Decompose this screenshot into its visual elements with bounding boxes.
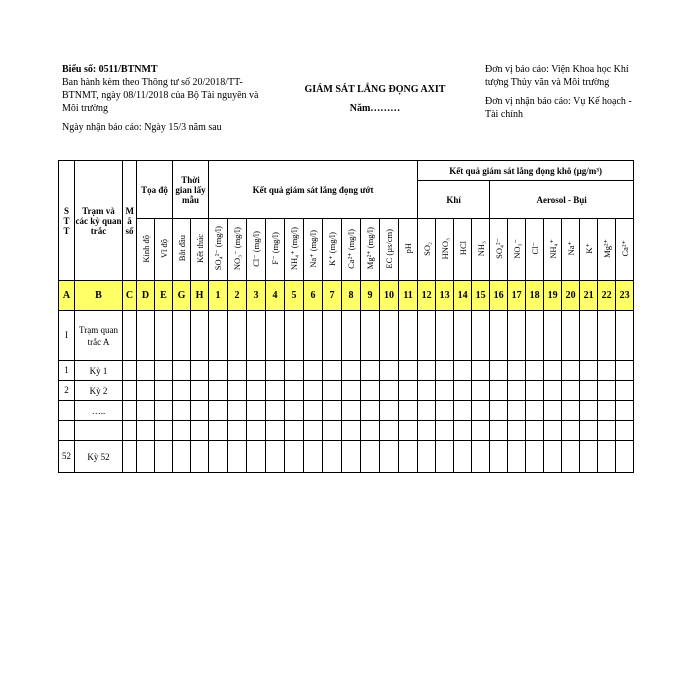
index-cell: A: [59, 281, 75, 311]
sub-aer-cl: Cl⁻: [526, 219, 544, 281]
index-cell: 14: [454, 281, 472, 311]
data-cell[interactable]: [173, 361, 191, 381]
data-cell[interactable]: [123, 381, 137, 401]
data-cell[interactable]: [228, 401, 247, 421]
index-cell: 11: [399, 281, 418, 311]
data-cell[interactable]: [137, 381, 155, 401]
index-cell: 22: [598, 281, 616, 311]
sub-longitude: Kinh độ: [137, 219, 155, 281]
data-cell[interactable]: [285, 421, 304, 441]
index-cell: 3: [247, 281, 266, 311]
data-cell[interactable]: [418, 311, 436, 361]
data-cell[interactable]: [454, 441, 472, 473]
data-cell[interactable]: [454, 381, 472, 401]
data-cell[interactable]: [123, 421, 137, 441]
col-aerosol: Aerosol - Bụi: [490, 181, 634, 219]
data-cell[interactable]: [526, 401, 544, 421]
data-cell[interactable]: [228, 421, 247, 441]
data-cell[interactable]: [418, 421, 436, 441]
data-cell[interactable]: [380, 421, 399, 441]
sub-aer-nh4: NH₄⁺: [544, 219, 562, 281]
data-cell[interactable]: [155, 421, 173, 441]
data-cell[interactable]: [616, 361, 634, 381]
data-cell[interactable]: [418, 361, 436, 381]
data-cell[interactable]: [304, 421, 323, 441]
data-cell[interactable]: [342, 381, 361, 401]
data-cell[interactable]: [285, 311, 304, 361]
data-cell[interactable]: [304, 441, 323, 473]
row-station[interactable]: Kỳ 52: [75, 441, 123, 473]
data-cell[interactable]: [191, 361, 209, 381]
data-cell[interactable]: [155, 311, 173, 361]
data-cell[interactable]: [544, 361, 562, 381]
data-cell[interactable]: [123, 361, 137, 381]
index-row-group: [59, 281, 634, 311]
sub-gas-nh3: NH₃: [472, 219, 490, 281]
index-cell: G: [173, 281, 191, 311]
data-cell[interactable]: [191, 421, 209, 441]
data-cell[interactable]: [247, 381, 266, 401]
data-cell[interactable]: [137, 441, 155, 473]
header-left: [62, 63, 272, 134]
data-cell[interactable]: [598, 311, 616, 361]
index-cell: 20: [562, 281, 580, 311]
sub-end: Kết thúc: [191, 219, 209, 281]
data-cell[interactable]: [562, 441, 580, 473]
data-cell[interactable]: [266, 361, 285, 381]
data-cell[interactable]: [562, 361, 580, 381]
col-gas: Khí: [418, 181, 490, 219]
index-cell: C: [123, 281, 137, 311]
table-row: [59, 441, 634, 473]
row-station[interactable]: [75, 421, 123, 441]
index-cell: 7: [323, 281, 342, 311]
data-cell[interactable]: [472, 381, 490, 401]
data-cell[interactable]: [173, 381, 191, 401]
issued-note: Ban hành kèm theo Thông tư số 20/2018/TT-BTNMT, ngày 08/11/2018 của Bộ Tài nguyên và Môi trường: [62, 77, 259, 114]
sub-gas-hcl: HCl: [454, 219, 472, 281]
data-cell[interactable]: [598, 441, 616, 473]
data-cell[interactable]: [247, 421, 266, 441]
data-cell[interactable]: [544, 401, 562, 421]
data-cell[interactable]: [580, 401, 598, 421]
sub-wet-no3: NO₃⁻ (mg/l): [228, 219, 247, 281]
data-cell[interactable]: [304, 361, 323, 381]
sub-wet-so4: SO₄²⁻ (mg/l): [209, 219, 228, 281]
data-cell[interactable]: [361, 441, 380, 473]
row-station[interactable]: Kỳ 1: [75, 361, 123, 381]
index-cell: 18: [526, 281, 544, 311]
data-cell[interactable]: [399, 421, 418, 441]
table-row: [59, 421, 634, 441]
data-cell[interactable]: [580, 311, 598, 361]
data-cell[interactable]: [508, 311, 526, 361]
data-cell[interactable]: [285, 361, 304, 381]
data-cell[interactable]: [490, 361, 508, 381]
index-cell: H: [191, 281, 209, 311]
data-cell[interactable]: [526, 421, 544, 441]
data-cell[interactable]: [418, 381, 436, 401]
data-cell[interactable]: [418, 401, 436, 421]
data-cell[interactable]: [399, 441, 418, 473]
data-cell[interactable]: [342, 441, 361, 473]
data-cell[interactable]: [598, 361, 616, 381]
data-cell[interactable]: [616, 401, 634, 421]
index-cell: 23: [616, 281, 634, 311]
sub-wet-ec: EC (µs/cm): [380, 219, 399, 281]
data-cell[interactable]: [616, 421, 634, 441]
data-cell[interactable]: [380, 361, 399, 381]
data-cell[interactable]: [123, 311, 137, 361]
data-cell[interactable]: [544, 311, 562, 361]
data-cell[interactable]: [228, 361, 247, 381]
data-cell[interactable]: [436, 361, 454, 381]
data-cell[interactable]: [247, 401, 266, 421]
data-cell[interactable]: [304, 381, 323, 401]
data-cell[interactable]: [616, 311, 634, 361]
sub-wet-f: F⁻ (mg/l): [266, 219, 285, 281]
data-cell[interactable]: [137, 401, 155, 421]
data-cell[interactable]: [137, 311, 155, 361]
data-cell[interactable]: [580, 361, 598, 381]
sub-wet-ca: Ca²⁺ (mg/l): [342, 219, 361, 281]
data-cell[interactable]: [544, 441, 562, 473]
data-cell[interactable]: [454, 361, 472, 381]
data-cell[interactable]: [304, 311, 323, 361]
sub-aer-k: K⁺: [580, 219, 598, 281]
data-cell[interactable]: [323, 311, 342, 361]
data-cell[interactable]: [342, 401, 361, 421]
col-time: Thời gian lấy mẫu: [173, 161, 209, 219]
data-cell[interactable]: [123, 441, 137, 473]
index-cell: 1: [209, 281, 228, 311]
table-row: [59, 381, 634, 401]
data-cell[interactable]: [155, 441, 173, 473]
index-cell: 15: [472, 281, 490, 311]
data-cell[interactable]: [562, 421, 580, 441]
sub-wet-nh4: NH₄⁺ (mg/l): [285, 219, 304, 281]
data-cell[interactable]: [580, 441, 598, 473]
data-cell[interactable]: [209, 311, 228, 361]
col-station: Trạm và các kỳ quan trắc: [75, 161, 123, 281]
data-cell[interactable]: [472, 361, 490, 381]
sub-wet-ph: pH: [399, 219, 418, 281]
row-stt[interactable]: [59, 421, 75, 441]
report-title: GIÁM SÁT LẮNG ĐỌNG AXIT: [304, 84, 446, 95]
data-cell[interactable]: [472, 311, 490, 361]
index-cell: B: [75, 281, 123, 311]
report-year: Năm………: [349, 103, 401, 114]
sub-wet-na: Na⁺ (mg/l): [304, 219, 323, 281]
sub-latitude: Vĩ độ: [155, 219, 173, 281]
data-cell[interactable]: [598, 381, 616, 401]
index-cell: 19: [544, 281, 562, 311]
data-cell[interactable]: [490, 311, 508, 361]
data-cell[interactable]: [155, 361, 173, 381]
data-cell[interactable]: [228, 381, 247, 401]
data-cell[interactable]: [436, 421, 454, 441]
monitoring-table: [58, 160, 634, 473]
sub-gas-hno3: HNO₃: [436, 219, 454, 281]
data-cell[interactable]: [361, 311, 380, 361]
data-cell[interactable]: [436, 381, 454, 401]
row-stt[interactable]: [59, 401, 75, 421]
row-stt[interactable]: 52: [59, 441, 75, 473]
sub-start: Bắt đầu: [173, 219, 191, 281]
form-number: Biểu số: 0511/BTNMT: [62, 64, 158, 75]
data-cell[interactable]: [342, 421, 361, 441]
data-cell[interactable]: [508, 401, 526, 421]
data-cell[interactable]: [155, 381, 173, 401]
data-cell[interactable]: [418, 441, 436, 473]
data-cell[interactable]: [454, 311, 472, 361]
sub-aer-mg: Mg²⁺: [598, 219, 616, 281]
data-cell[interactable]: [562, 311, 580, 361]
index-cell: 6: [304, 281, 323, 311]
data-cell[interactable]: [304, 401, 323, 421]
sub-aer-na: Na⁺: [562, 219, 580, 281]
table-row: [59, 311, 634, 361]
data-cell[interactable]: [380, 311, 399, 361]
table-row: [59, 401, 634, 421]
data-cell[interactable]: [508, 421, 526, 441]
col-wet: Kết quả giám sát lắng đọng ướt: [209, 161, 418, 219]
index-cell: 16: [490, 281, 508, 311]
data-cell[interactable]: [436, 401, 454, 421]
data-cell[interactable]: [454, 421, 472, 441]
data-cell[interactable]: [526, 381, 544, 401]
col-stt: STT: [59, 161, 75, 281]
data-cell[interactable]: [173, 421, 191, 441]
data-cell[interactable]: [247, 441, 266, 473]
data-cell[interactable]: [191, 311, 209, 361]
data-cell[interactable]: [137, 421, 155, 441]
data-cell[interactable]: [526, 441, 544, 473]
index-cell: D: [137, 281, 155, 311]
row-stt[interactable]: I: [59, 311, 75, 361]
data-cell[interactable]: [544, 381, 562, 401]
data-cell[interactable]: [155, 401, 173, 421]
data-cell[interactable]: [342, 311, 361, 361]
data-cell[interactable]: [562, 401, 580, 421]
sub-aer-ca: Ca²⁺: [616, 219, 634, 281]
data-cell[interactable]: [191, 441, 209, 473]
row-stt[interactable]: 1: [59, 361, 75, 381]
data-cell[interactable]: [266, 421, 285, 441]
table-row: [59, 361, 634, 381]
data-cell[interactable]: [123, 401, 137, 421]
col-coords: Tọa độ: [137, 161, 173, 219]
data-cell[interactable]: [399, 381, 418, 401]
data-cell[interactable]: [490, 381, 508, 401]
data-cell[interactable]: [137, 361, 155, 381]
index-cell: 2: [228, 281, 247, 311]
data-cell[interactable]: [490, 421, 508, 441]
row-station[interactable]: …..: [75, 401, 123, 421]
data-cell[interactable]: [173, 311, 191, 361]
data-cell[interactable]: [361, 361, 380, 381]
data-cell[interactable]: [380, 401, 399, 421]
data-cell[interactable]: [562, 381, 580, 401]
data-cell[interactable]: [247, 311, 266, 361]
index-cell: 12: [418, 281, 436, 311]
data-cell[interactable]: [173, 441, 191, 473]
data-cell[interactable]: [361, 421, 380, 441]
reporting-unit: Đơn vị báo cáo: Viện Khoa học Khí tượng Thủy văn và Môi trường: [485, 64, 629, 88]
data-cell[interactable]: [209, 421, 228, 441]
data-cell[interactable]: [266, 311, 285, 361]
data-cell[interactable]: [361, 381, 380, 401]
data-cell[interactable]: [526, 361, 544, 381]
data-cell[interactable]: [323, 361, 342, 381]
header-right: [485, 63, 645, 121]
data-cell[interactable]: [285, 401, 304, 421]
data-cell[interactable]: [436, 441, 454, 473]
data-cell[interactable]: [361, 401, 380, 421]
index-cell: 4: [266, 281, 285, 311]
data-cell[interactable]: [598, 401, 616, 421]
sub-wet-cl: Cl⁻ (mg/l): [247, 219, 266, 281]
data-cell[interactable]: [454, 401, 472, 421]
sub-aer-no3: NO₃⁻: [508, 219, 526, 281]
data-cell[interactable]: [399, 311, 418, 361]
data-cell[interactable]: [526, 311, 544, 361]
index-cell: 5: [285, 281, 304, 311]
data-cell[interactable]: [508, 381, 526, 401]
index-cell: 21: [580, 281, 598, 311]
data-cell[interactable]: [436, 311, 454, 361]
sub-wet-mg: Mg²⁺ (mg/l): [361, 219, 380, 281]
row-station[interactable]: Trạm quan trắc A: [75, 311, 123, 361]
data-cell[interactable]: [323, 401, 342, 421]
data-cell[interactable]: [323, 381, 342, 401]
row-station[interactable]: Kỳ 2: [75, 381, 123, 401]
data-cell[interactable]: [472, 421, 490, 441]
data-cell[interactable]: [209, 381, 228, 401]
data-cell[interactable]: [472, 401, 490, 421]
data-cell[interactable]: [490, 401, 508, 421]
data-cell[interactable]: [247, 361, 266, 381]
data-cell[interactable]: [580, 421, 598, 441]
data-cell[interactable]: [285, 441, 304, 473]
data-cell[interactable]: [490, 441, 508, 473]
header-center: [290, 83, 460, 115]
data-cell[interactable]: [472, 441, 490, 473]
data-cell[interactable]: [191, 381, 209, 401]
index-cell: E: [155, 281, 173, 311]
data-cell[interactable]: [209, 401, 228, 421]
data-cell[interactable]: [209, 441, 228, 473]
row-stt[interactable]: 2: [59, 381, 75, 401]
col-dry: Kết quả giám sát lắng đọng khô (µg/m³): [418, 161, 634, 181]
index-cell: 13: [436, 281, 454, 311]
data-cell[interactable]: [616, 381, 634, 401]
data-cell[interactable]: [598, 421, 616, 441]
data-cell[interactable]: [228, 441, 247, 473]
sub-gas-so2: SO₂: [418, 219, 436, 281]
received-date: Ngày nhận báo cáo: Ngày 15/3 năm sau: [62, 122, 222, 133]
table-body: [59, 311, 634, 473]
table-header: [59, 161, 634, 281]
data-cell[interactable]: [191, 401, 209, 421]
sub-wet-k: K⁺ (mg/l): [323, 219, 342, 281]
data-cell[interactable]: [380, 441, 399, 473]
data-cell[interactable]: [380, 381, 399, 401]
receiving-unit: Đơn vị nhận báo cáo: Vụ Kế hoạch - Tài chính: [485, 96, 632, 120]
data-cell[interactable]: [266, 401, 285, 421]
index-row: [59, 281, 634, 311]
data-cell[interactable]: [228, 311, 247, 361]
data-cell[interactable]: [399, 361, 418, 381]
data-cell[interactable]: [266, 381, 285, 401]
data-cell[interactable]: [616, 441, 634, 473]
data-cell[interactable]: [266, 441, 285, 473]
sub-aer-so4: SO₄²⁻: [490, 219, 508, 281]
data-cell[interactable]: [285, 381, 304, 401]
index-cell: 8: [342, 281, 361, 311]
index-cell: 10: [380, 281, 399, 311]
data-cell[interactable]: [399, 401, 418, 421]
data-cell[interactable]: [342, 361, 361, 381]
data-cell[interactable]: [323, 421, 342, 441]
col-code: Mã số: [123, 161, 137, 281]
data-cell[interactable]: [580, 381, 598, 401]
data-cell[interactable]: [544, 421, 562, 441]
index-cell: 9: [361, 281, 380, 311]
data-cell[interactable]: [209, 361, 228, 381]
data-cell[interactable]: [508, 361, 526, 381]
data-cell[interactable]: [508, 441, 526, 473]
data-cell[interactable]: [173, 401, 191, 421]
data-cell[interactable]: [323, 441, 342, 473]
index-cell: 17: [508, 281, 526, 311]
